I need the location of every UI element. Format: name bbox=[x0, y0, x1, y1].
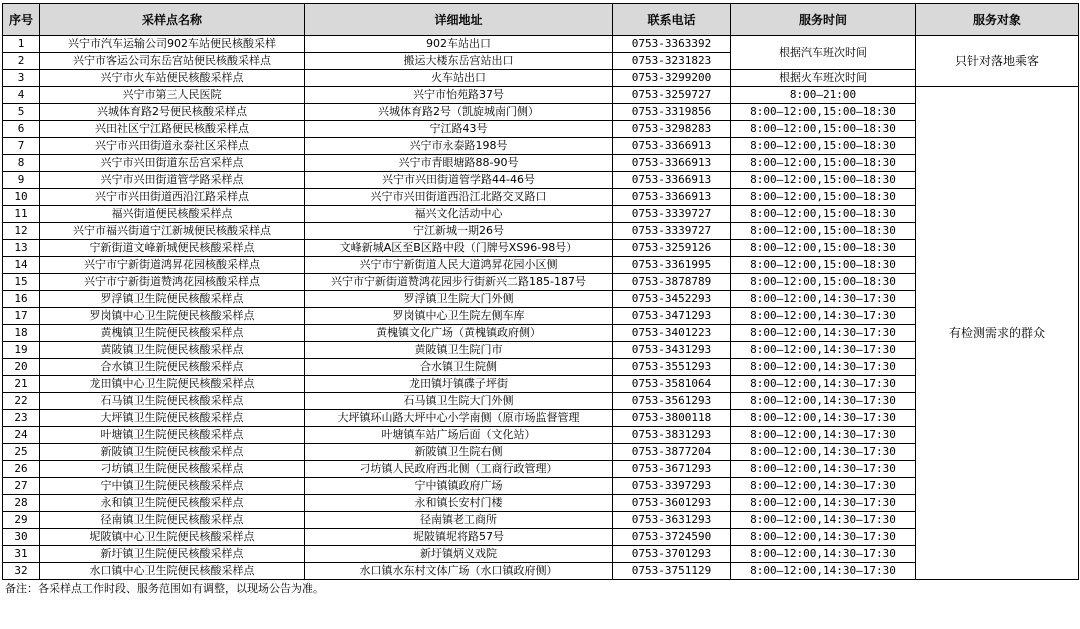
cell-index: 14 bbox=[3, 257, 40, 274]
cell-service-time: 8:00—12:00,14:30—17:30 bbox=[731, 393, 916, 410]
cell-service-time: 8:00—12:00,14:30—17:30 bbox=[731, 359, 916, 376]
cell-address: 宁江新城一期26号 bbox=[305, 223, 613, 240]
cell-address: 大坪镇环山路大坪中心小学南侧（原市场监督管理 bbox=[305, 410, 613, 427]
cell-service-time: 8:00—12:00,15:00—18:30 bbox=[731, 223, 916, 240]
header-site-name: 采样点名称 bbox=[40, 4, 305, 36]
cell-index: 26 bbox=[3, 461, 40, 478]
cell-index: 20 bbox=[3, 359, 40, 376]
cell-index: 24 bbox=[3, 427, 40, 444]
header-service-time: 服务时间 bbox=[731, 4, 916, 36]
cell-site-name: 刁坊镇卫生院便民核酸采样点 bbox=[40, 461, 305, 478]
cell-index: 32 bbox=[3, 563, 40, 580]
table-row bbox=[3, 87, 1079, 104]
cell-address: 兴宁市青眼塘路88-90号 bbox=[305, 155, 613, 172]
cell-site-name: 水口镇中心卫生院便民核酸采样点 bbox=[40, 563, 305, 580]
cell-phone: 0753-3363392 bbox=[613, 36, 731, 53]
cell-site-name: 兴宁市汽车运输公司902车站便民核酸采样 bbox=[40, 36, 305, 53]
cell-service-time: 8:00—12:00,14:30—17:30 bbox=[731, 325, 916, 342]
cell-service-time: 8:00—12:00,14:30—17:30 bbox=[731, 546, 916, 563]
cell-service-time: 8:00—12:00,14:30—17:30 bbox=[731, 529, 916, 546]
cell-address: 火车站出口 bbox=[305, 70, 613, 87]
cell-address: 罗岗镇中心卫生院左侧车库 bbox=[305, 308, 613, 325]
cell-service-time: 8:00—12:00,14:30—17:30 bbox=[731, 342, 916, 359]
cell-service-time: 8:00—12:00,15:00—18:30 bbox=[731, 189, 916, 206]
cell-index: 23 bbox=[3, 410, 40, 427]
cell-phone: 0753-3401223 bbox=[613, 325, 731, 342]
cell-service-time: 8:00—12:00,15:00—18:30 bbox=[731, 121, 916, 138]
cell-address: 福兴文化活动中心 bbox=[305, 206, 613, 223]
cell-phone: 0753-3831293 bbox=[613, 427, 731, 444]
cell-site-name: 兴宁市兴田街道永泰社区采样点 bbox=[40, 138, 305, 155]
cell-service-time: 8:00—12:00,15:00—18:30 bbox=[731, 206, 916, 223]
cell-site-name: 福兴街道便民核酸采样点 bbox=[40, 206, 305, 223]
cell-index: 19 bbox=[3, 342, 40, 359]
cell-phone: 0753-3298283 bbox=[613, 121, 731, 138]
cell-service-time: 8:00—12:00,15:00—18:30 bbox=[731, 138, 916, 155]
cell-site-name: 兴宁市火车站便民核酸采样点 bbox=[40, 70, 305, 87]
cell-site-name: 坭陂镇中心卫生院便民核酸采样点 bbox=[40, 529, 305, 546]
cell-service-time: 8:00—21:00 bbox=[731, 87, 916, 104]
cell-index: 10 bbox=[3, 189, 40, 206]
cell-index: 15 bbox=[3, 274, 40, 291]
cell-site-name: 罗岗镇中心卫生院便民核酸采样点 bbox=[40, 308, 305, 325]
cell-address: 新圩镇炳义戏院 bbox=[305, 546, 613, 563]
cell-index: 8 bbox=[3, 155, 40, 172]
cell-site-name: 黄槐镇卫生院便民核酸采样点 bbox=[40, 325, 305, 342]
header-index: 序号 bbox=[3, 4, 40, 36]
cell-index: 31 bbox=[3, 546, 40, 563]
cell-address: 兴宁市永泰路198号 bbox=[305, 138, 613, 155]
cell-index: 22 bbox=[3, 393, 40, 410]
cell-phone: 0753-3601293 bbox=[613, 495, 731, 512]
cell-phone: 0753-3259727 bbox=[613, 87, 731, 104]
cell-phone: 0753-3231823 bbox=[613, 53, 731, 70]
cell-address: 搬运大楼东岳宫站出口 bbox=[305, 53, 613, 70]
cell-address: 龙田镇圩镇碟子坪街 bbox=[305, 376, 613, 393]
cell-site-name: 兴宁市兴田街道东岳宫采样点 bbox=[40, 155, 305, 172]
sampling-sites-table-container bbox=[2, 3, 1078, 597]
cell-phone: 0753-3366913 bbox=[613, 138, 731, 155]
cell-service-time: 8:00—12:00,14:30—17:30 bbox=[731, 563, 916, 580]
cell-address: 罗浮镇卫生院大门外侧 bbox=[305, 291, 613, 308]
cell-site-name: 大坪镇卫生院便民核酸采样点 bbox=[40, 410, 305, 427]
cell-site-name: 罗浮镇卫生院便民核酸采样点 bbox=[40, 291, 305, 308]
cell-phone: 0753-3671293 bbox=[613, 461, 731, 478]
cell-phone: 0753-3471293 bbox=[613, 308, 731, 325]
header-row bbox=[3, 4, 1079, 36]
cell-site-name: 兴城体育路2号便民核酸采样点 bbox=[40, 104, 305, 121]
cell-phone: 0753-3800118 bbox=[613, 410, 731, 427]
cell-service-time: 8:00—12:00,15:00—18:30 bbox=[731, 257, 916, 274]
cell-phone: 0753-3431293 bbox=[613, 342, 731, 359]
sampling-sites-table bbox=[2, 3, 1079, 580]
cell-address: 文峰新城A区至B区路中段（门牌号XS96-98号） bbox=[305, 240, 613, 257]
cell-index: 25 bbox=[3, 444, 40, 461]
cell-address: 宁江路43号 bbox=[305, 121, 613, 138]
cell-index: 13 bbox=[3, 240, 40, 257]
cell-index: 27 bbox=[3, 478, 40, 495]
cell-phone: 0753-3452293 bbox=[613, 291, 731, 308]
cell-phone: 0753-3581064 bbox=[613, 376, 731, 393]
cell-index: 30 bbox=[3, 529, 40, 546]
cell-phone: 0753-3366913 bbox=[613, 155, 731, 172]
cell-address: 坭陂镇坭将路57号 bbox=[305, 529, 613, 546]
cell-phone: 0753-3751129 bbox=[613, 563, 731, 580]
cell-service-time: 8:00—12:00,14:30—17:30 bbox=[731, 512, 916, 529]
cell-phone: 0753-3366913 bbox=[613, 189, 731, 206]
cell-address: 兴宁市怡苑路37号 bbox=[305, 87, 613, 104]
cell-site-name: 兴宁市宁新街道赞鸿花园核酸采样点 bbox=[40, 274, 305, 291]
cell-index: 11 bbox=[3, 206, 40, 223]
cell-site-name: 宁中镇卫生院便民核酸采样点 bbox=[40, 478, 305, 495]
cell-phone: 0753-3551293 bbox=[613, 359, 731, 376]
table-header bbox=[3, 4, 1079, 36]
cell-site-name: 龙田镇中心卫生院便民核酸采样点 bbox=[40, 376, 305, 393]
cell-index: 28 bbox=[3, 495, 40, 512]
cell-phone: 0753-3877204 bbox=[613, 444, 731, 461]
cell-site-name: 兴田社区宁江路便民核酸采样点 bbox=[40, 121, 305, 138]
cell-phone: 0753-3397293 bbox=[613, 478, 731, 495]
cell-phone: 0753-3339727 bbox=[613, 206, 731, 223]
cell-index: 3 bbox=[3, 70, 40, 87]
cell-site-name: 兴宁市福兴街道宁江新城便民核酸采样点 bbox=[40, 223, 305, 240]
cell-service-target: 只针对落地乘客 bbox=[916, 36, 1079, 87]
cell-service-time: 8:00—12:00,15:00—18:30 bbox=[731, 172, 916, 189]
cell-address: 兴宁市宁新街道人民大道鸿昇花园小区侧 bbox=[305, 257, 613, 274]
cell-phone: 0753-3561293 bbox=[613, 393, 731, 410]
cell-service-time: 8:00—12:00,15:00—18:30 bbox=[731, 240, 916, 257]
cell-site-name: 径南镇卫生院便民核酸采样点 bbox=[40, 512, 305, 529]
cell-index: 6 bbox=[3, 121, 40, 138]
cell-index: 1 bbox=[3, 36, 40, 53]
cell-phone: 0753-3339727 bbox=[613, 223, 731, 240]
cell-service-time: 8:00—12:00,15:00—18:30 bbox=[731, 104, 916, 121]
cell-phone: 0753-3701293 bbox=[613, 546, 731, 563]
footnote: 备注：各采样点工作时段、服务范围如有调整，以现场公告为准。 bbox=[5, 582, 324, 595]
cell-address: 兴城体育路2号（凯旋城南门侧） bbox=[305, 104, 613, 121]
cell-index: 17 bbox=[3, 308, 40, 325]
cell-site-name: 黄陂镇卫生院便民核酸采样点 bbox=[40, 342, 305, 359]
cell-index: 21 bbox=[3, 376, 40, 393]
cell-index: 9 bbox=[3, 172, 40, 189]
cell-site-name: 新圩镇卫生院便民核酸采样点 bbox=[40, 546, 305, 563]
cell-address: 永和镇长安村门楼 bbox=[305, 495, 613, 512]
cell-address: 刁坊镇人民政府西北侧（工商行政管理） bbox=[305, 461, 613, 478]
cell-service-target: 有检测需求的群众 bbox=[916, 87, 1079, 580]
cell-address: 兴宁市兴田街道管学路44-46号 bbox=[305, 172, 613, 189]
header-service-target: 服务对象 bbox=[916, 4, 1079, 36]
cell-index: 18 bbox=[3, 325, 40, 342]
cell-site-name: 合水镇卫生院便民核酸采样点 bbox=[40, 359, 305, 376]
cell-site-name: 兴宁市兴田街道西沿江路采样点 bbox=[40, 189, 305, 206]
cell-phone: 0753-3299200 bbox=[613, 70, 731, 87]
cell-index: 5 bbox=[3, 104, 40, 121]
cell-index: 29 bbox=[3, 512, 40, 529]
cell-phone: 0753-3878789 bbox=[613, 274, 731, 291]
table-body bbox=[3, 36, 1079, 580]
cell-service-time: 8:00—12:00,14:30—17:30 bbox=[731, 291, 916, 308]
cell-service-time: 8:00—12:00,14:30—17:30 bbox=[731, 410, 916, 427]
cell-address: 兴宁市兴田街道西沿江北路交叉路口 bbox=[305, 189, 613, 206]
table-row bbox=[3, 36, 1079, 53]
cell-address: 新陂镇卫生院右侧 bbox=[305, 444, 613, 461]
cell-index: 2 bbox=[3, 53, 40, 70]
header-phone: 联系电话 bbox=[613, 4, 731, 36]
header-address: 详细地址 bbox=[305, 4, 613, 36]
cell-address: 黄陂镇卫生院门市 bbox=[305, 342, 613, 359]
cell-service-time: 8:00—12:00,14:30—17:30 bbox=[731, 376, 916, 393]
cell-index: 16 bbox=[3, 291, 40, 308]
cell-service-time: 8:00—12:00,15:00—18:30 bbox=[731, 155, 916, 172]
cell-site-name: 永和镇卫生院便民核酸采样点 bbox=[40, 495, 305, 512]
cell-index: 7 bbox=[3, 138, 40, 155]
cell-service-time: 8:00—12:00,14:30—17:30 bbox=[731, 478, 916, 495]
cell-address: 宁中镇镇政府广场 bbox=[305, 478, 613, 495]
cell-phone: 0753-3259126 bbox=[613, 240, 731, 257]
cell-address: 石马镇卫生院大门外侧 bbox=[305, 393, 613, 410]
cell-site-name: 叶塘镇卫生院便民核酸采样点 bbox=[40, 427, 305, 444]
cell-address: 902车站出口 bbox=[305, 36, 613, 53]
cell-service-time: 根据火车班次时间 bbox=[731, 70, 916, 87]
cell-service-time: 8:00—12:00,14:30—17:30 bbox=[731, 308, 916, 325]
cell-phone: 0753-3366913 bbox=[613, 172, 731, 189]
cell-address: 叶塘镇车站广场后面（文化站） bbox=[305, 427, 613, 444]
cell-site-name: 兴宁市兴田街道管学路采样点 bbox=[40, 172, 305, 189]
cell-site-name: 兴宁市客运公司东岳宫站便民核酸采样点 bbox=[40, 53, 305, 70]
cell-address: 径南镇老工商所 bbox=[305, 512, 613, 529]
cell-site-name: 新陂镇卫生院便民核酸采样点 bbox=[40, 444, 305, 461]
cell-service-time: 8:00—12:00,14:30—17:30 bbox=[731, 461, 916, 478]
cell-site-name: 兴宁市第三人民医院 bbox=[40, 87, 305, 104]
cell-service-time: 8:00—12:00,14:30—17:30 bbox=[731, 495, 916, 512]
cell-phone: 0753-3319856 bbox=[613, 104, 731, 121]
cell-site-name: 兴宁市宁新街道鸿昇花园核酸采样点 bbox=[40, 257, 305, 274]
cell-service-time: 8:00—12:00,14:30—17:30 bbox=[731, 444, 916, 461]
cell-address: 合水镇卫生院侧 bbox=[305, 359, 613, 376]
cell-index: 4 bbox=[3, 87, 40, 104]
cell-site-name: 石马镇卫生院便民核酸采样点 bbox=[40, 393, 305, 410]
cell-address: 水口镇水东村文体广场（水口镇政府侧） bbox=[305, 563, 613, 580]
cell-phone: 0753-3361995 bbox=[613, 257, 731, 274]
cell-address: 黄槐镇文化广场（黄槐镇政府侧） bbox=[305, 325, 613, 342]
cell-site-name: 宁新街道文峰新城便民核酸采样点 bbox=[40, 240, 305, 257]
cell-service-time: 根据汽车班次时间 bbox=[731, 36, 916, 70]
cell-phone: 0753-3724590 bbox=[613, 529, 731, 546]
cell-service-time: 8:00—12:00,15:00—18:30 bbox=[731, 274, 916, 291]
cell-service-time: 8:00—12:00,14:30—17:30 bbox=[731, 427, 916, 444]
cell-phone: 0753-3631293 bbox=[613, 512, 731, 529]
cell-index: 12 bbox=[3, 223, 40, 240]
cell-address: 兴宁市宁新街道赞鸿花园步行街新兴二路185-187号 bbox=[305, 274, 613, 291]
